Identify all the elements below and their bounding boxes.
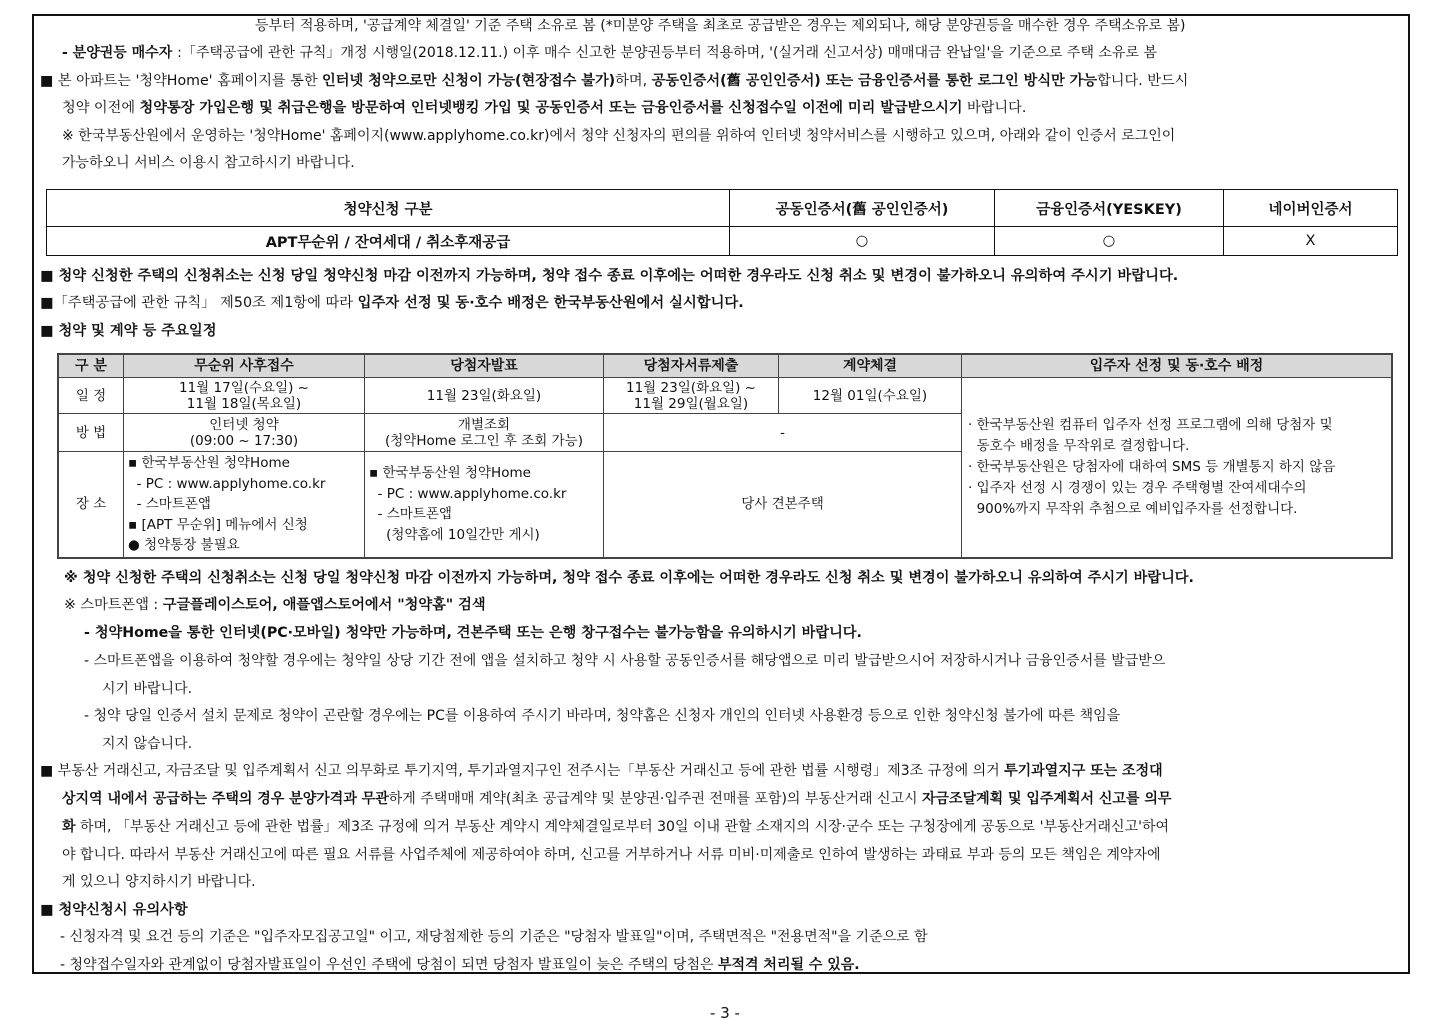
bold-text: - 분양권등 매수자 <box>62 45 178 61</box>
text: 하며, <box>615 73 652 89</box>
paragraph-line: ■ 청약 신청한 주택의 신청취소는 신청 당일 청약신청 마감 이전까지 가능하며, 청약 접수 종료 이후에는 어떠한 경우라도 신청 취소 및 변경이 불가하오니 유의하여 주시기 바랍니다. <box>40 268 1179 284</box>
table-cell: 11월 23일(화요일) <box>365 378 604 414</box>
cell-line: - PC : www.applyhome.co.kr <box>369 485 567 502</box>
cell-line: (청약Home 로그인 후 조회 가능) <box>385 432 583 449</box>
text: 합니다. 반드시 <box>1097 73 1189 89</box>
table-header: 구 분 <box>58 354 124 378</box>
paragraph-line: - 청약 당일 인증서 설치 문제로 청약이 곤란할 경우에는 PC를 이용하여 주시기 바라며, 청약홈은 신청자 개인의 인터넷 사용환경 등으로 인한 청약신청 불가에 따른 책임을 <box>84 708 1121 724</box>
cell-line: 11월 29일(월요일) <box>633 395 749 412</box>
paragraph-line <box>40 71 1188 91</box>
text: - 청약접수일자와 관계없이 당첨자발표일이 우선인 주택에 당첨이 되면 당첨자 발표일이 늦은 주택의 당첨은 <box>60 957 718 973</box>
cell-line: (청약홈에 10일간만 게시) <box>369 526 540 543</box>
cell-line: ● 청약통장 불필요 <box>128 537 240 553</box>
table-header: 네이버인증서 <box>1224 190 1398 227</box>
cell-line: 11월 17일(수요일) ~ <box>179 379 309 396</box>
table-cell: ○ <box>995 227 1224 256</box>
text: 바랍니다. <box>962 100 1027 116</box>
table-cell: APT무순위 / 잔여세대 / 취소후재공급 <box>47 227 730 256</box>
cell-line: ▪ [APT 무순위] 메뉴에서 신청 <box>128 516 308 533</box>
text: :「주택공급에 관한 규칙」개정 시행일(2018.12.11.) 이후 매수 신고한 분양권등부터 적용하며, '(실거래 신고서상) 매매대금 완납일'을 기준으로 주택 소유로 봄 <box>177 45 1157 61</box>
paragraph-line <box>62 98 1026 118</box>
table-cell: ○ <box>730 227 995 256</box>
table-cell <box>124 452 365 558</box>
paragraph-line <box>64 595 486 615</box>
schedule-table <box>57 353 1393 559</box>
text: ※ 스마트폰앱 : <box>64 597 163 613</box>
text: ■ 본 아파트는 '청약Home' 홈페이지를 통한 <box>40 73 323 89</box>
paragraph-line: 게 있으니 양지하시기 바랍니다. <box>62 874 256 890</box>
note-line: 동호수 배정을 무작위로 결정합니다. <box>968 437 1190 454</box>
table-cell: 당사 견본주택 <box>604 452 962 558</box>
paragraph-line: 야 합니다. 따라서 부동산 거래신고에 따른 필요 서류를 사업주체에 제공하여야 하며, 신고를 거부하거나 서류 미비·미제출로 인하여 발생하는 과태료 부과 등의 모든 책임은 계약자에 <box>62 847 1161 863</box>
paragraph-line: 가능하오니 서비스 이용시 참고하시기 바랍니다. <box>62 155 355 171</box>
bold-text: 투기과열지구 또는 조정대 <box>1004 763 1163 779</box>
paragraph-line: - 청약Home을 통한 인터넷(PC·모바일) 청약만 가능하며, 견본주택 또는 은행 창구접수는 불가능함을 유의하시기 바랍니다. <box>84 625 862 641</box>
table-cell <box>124 414 365 452</box>
text: 하며, 「부동산 거래신고 등에 관한 법률」제3조 규정에 의거 부동산 계약시 계약체결일로부터 30일 이내 관할 소재지의 시장·군수 또는 구청장에게 공동으로 '부동산거래신고'하여 <box>75 819 1170 835</box>
paragraph-line <box>62 817 1169 837</box>
text: ■ 부동산 거래신고, 자금조달 및 입주계획서 신고 의무화로 투기지역, 투기과열지구인 전주시는「부동산 거래신고 등에 관한 법률 시행령」제3조 규정에 의거 <box>40 763 1005 779</box>
table-header: 무순위 사후접수 <box>124 354 365 378</box>
row-label: 일 정 <box>58 378 124 414</box>
table-header: 청약신청 구분 <box>47 190 730 227</box>
cell-line: - 스마트폰앱 <box>128 496 211 512</box>
note-line: · 입주자 선정 시 경쟁이 있는 경우 주택형별 잔여세대수의 <box>968 479 1307 496</box>
paragraph-line: ※ 한국부동산원에서 운영하는 '청약Home' 홈페이지(www.applyhome.co.kr)에서 청약 신청자의 편의를 위하여 인터넷 청약서비스를 시행하고 있으며, 아래와 같이 인증서 로그인이 <box>62 128 1176 144</box>
paragraph-line <box>62 789 1171 809</box>
paragraph-line: 등부터 적용하며, '공급계약 체결일' 기준 주택 소유로 봄 (*미분양 주택을 최초로 공급받은 경우는 제외되나, 해당 분양권등을 매수한 경우 주택소유로 봄) <box>255 18 1186 34</box>
text: ■「주택공급에 관한 규칙」 제50조 제1항에 따라 <box>40 295 358 311</box>
bold-text: 인터넷 청약으로만 신청이 가능(현장접수 불가) <box>322 73 616 89</box>
cell-line: 11월 23일(화요일) ~ <box>626 379 756 396</box>
paragraph-line <box>60 955 860 975</box>
paragraph-line <box>40 761 1163 781</box>
bold-text: 자금조달계획 및 입주계획서 신고를 의무 <box>922 791 1172 807</box>
paragraph-line <box>40 293 744 313</box>
assign-notes <box>962 378 1393 558</box>
certificate-table <box>46 189 1398 256</box>
table-header: 당첨자발표 <box>365 354 604 378</box>
cell-line: (09:00 ~ 17:30) <box>189 432 299 449</box>
bold-text: 부적격 처리될 수 있음. <box>717 957 860 973</box>
bold-text: 구글플레이스토어, 애플앱스토어에서 "청약홈" 검색 <box>162 597 486 613</box>
bold-text: 상지역 내에서 공급하는 주택의 경우 분양가격과 무관 <box>62 791 389 807</box>
section-heading: ■ 청약신청시 유의사항 <box>40 902 188 918</box>
note-line: · 한국부동산원 컴퓨터 입주자 선정 프로그램에 의해 당첨자 및 <box>968 416 1333 433</box>
bold-text: 청약통장 가입은행 및 취급은행을 방문하여 인터넷뱅킹 가입 및 공동인증서 또는 금융인증서를 신청접수일 이전에 미리 발급받으시기 <box>139 100 963 116</box>
table-cell <box>604 378 779 414</box>
cell-line: 11월 18일(목요일) <box>186 395 302 412</box>
bold-text: 입주자 선정 및 동·호수 배정은 한국부동산원에서 실시합니다. <box>357 295 744 311</box>
section-heading: ■ 청약 및 계약 등 주요일정 <box>40 323 217 339</box>
cell-line: ▪ 한국부동산원 청약Home <box>128 455 290 471</box>
cell-line: ▪ 한국부동산원 청약Home <box>369 465 531 482</box>
cell-line: - PC : www.applyhome.co.kr <box>128 475 326 492</box>
text: 청약 이전에 <box>62 100 140 116</box>
table-header: 계약체결 <box>779 354 962 378</box>
paragraph-line: 지지 않습니다. <box>102 736 193 752</box>
table-cell: X <box>1224 227 1398 256</box>
cell-line: - 스마트폰앱 <box>369 506 452 523</box>
table-cell: - <box>604 414 962 452</box>
paragraph-line <box>62 43 1157 63</box>
table-cell <box>124 378 365 414</box>
row-label: 방 법 <box>58 414 124 452</box>
table-header: 당첨자서류제출 <box>604 354 779 378</box>
table-header: 공동인증서(舊 공인인증서) <box>730 190 995 227</box>
note-line: 900%까지 무작위 추첨으로 예비입주자를 선정합니다. <box>968 500 1298 517</box>
paragraph-line: - 신청자격 및 요건 등의 기준은 "입주자모집공고일" 이고, 재당첨제한 등의 기준은 "당첨자 발표일"이며, 주택면적은 "전용면적"을 기준으로 함 <box>60 929 928 945</box>
paragraph-line: - 스마트폰앱을 이용하여 청약할 경우에는 청약일 상당 기간 전에 앱을 설치하고 청약 시 사용할 공동인증서를 해당앱으로 미리 발급받으시어 저장하시거나 금융인증서를 발급받으 <box>84 653 1166 669</box>
page-number: - 3 - <box>710 1004 740 1022</box>
table-cell <box>365 414 604 452</box>
paragraph-line: 시기 바랍니다. <box>102 681 193 697</box>
bold-text: 화 <box>62 819 76 835</box>
bold-text: 공동인증서(舊 공인인증서) 또는 금융인증서를 통한 로그인 방식만 가능 <box>651 73 1098 89</box>
table-header: 금융인증서(YESKEY) <box>995 190 1224 227</box>
text: 하게 주택매매 계약(최초 공급계약 및 분양권·입주권 전매를 포함)의 부동산거래 신고시 <box>388 791 922 807</box>
row-label: 장 소 <box>58 452 124 558</box>
table-cell: 12월 01일(수요일) <box>779 378 962 414</box>
table-cell <box>365 452 604 558</box>
cell-line: 개별조회 <box>457 416 511 433</box>
table-header: 입주자 선정 및 동·호수 배정 <box>962 354 1393 378</box>
paragraph-line: ※ 청약 신청한 주택의 신청취소는 신청 당일 청약신청 마감 이전까지 가능하며, 청약 접수 종료 이후에는 어떠한 경우라도 신청 취소 및 변경이 불가하오니 유의하여 주시기 바랍니다. <box>64 570 1194 586</box>
note-line: · 한국부동산원은 당첨자에 대하여 SMS 등 개별통지 하지 않음 <box>968 458 1336 475</box>
cell-line: 인터넷 청약 <box>209 416 279 433</box>
